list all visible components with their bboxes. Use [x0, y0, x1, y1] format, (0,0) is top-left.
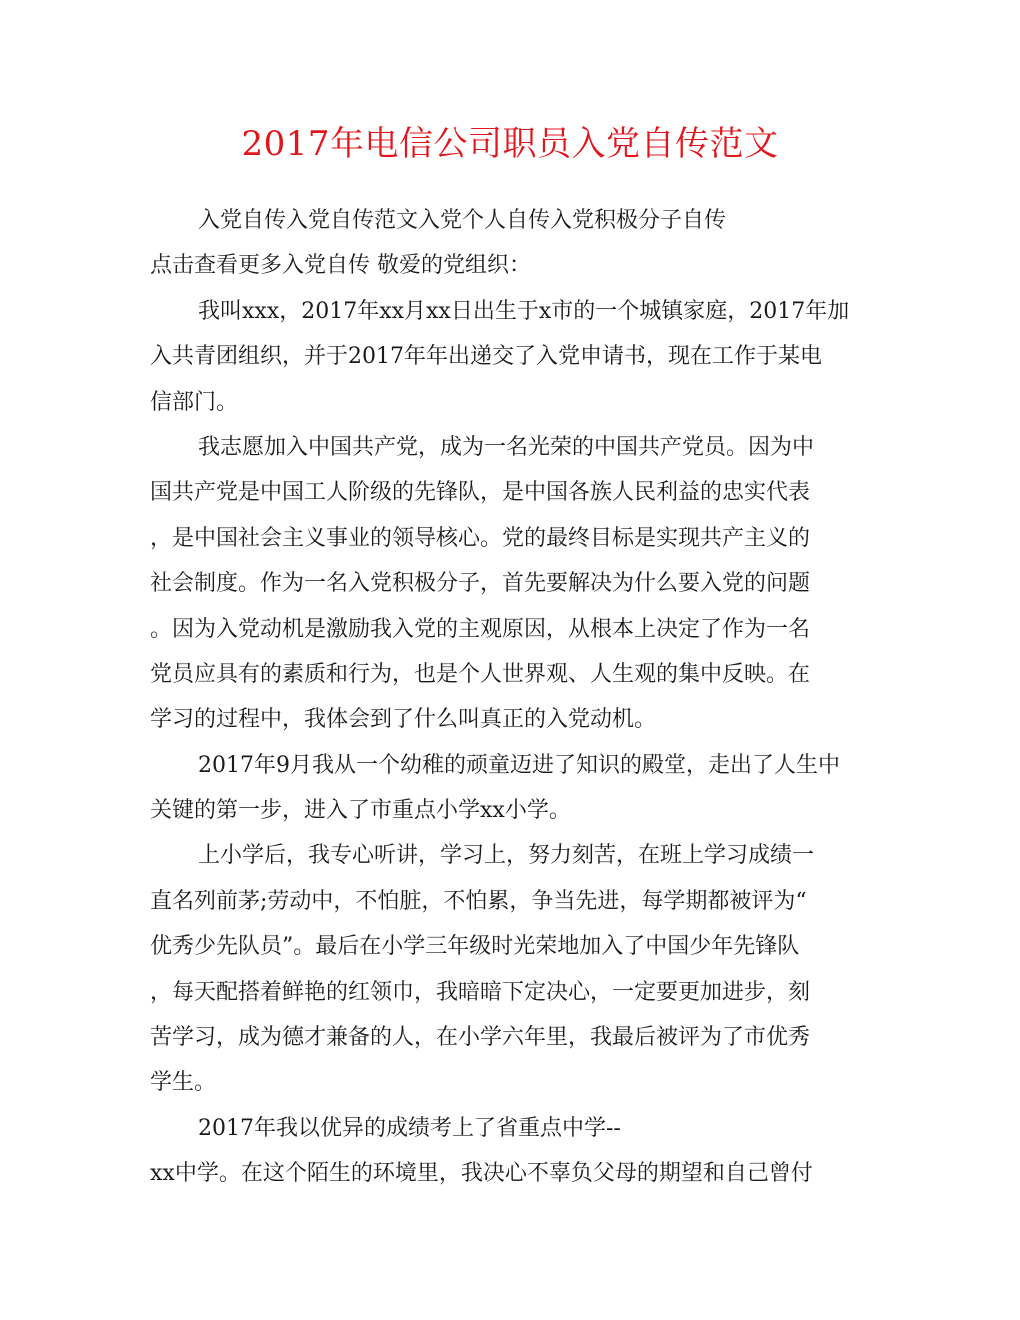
body-line: 学习的过程中，我体会到了什么叫真正的入党动机。 — [150, 707, 657, 733]
document-body — [150, 198, 870, 1197]
body-line: 2017年我以优异的成绩考上了省重点中学-- — [198, 1115, 621, 1141]
body-line: 关键的第一步，进入了市重点小学xx小学。 — [150, 798, 571, 824]
document-title: 2017年电信公司职员入党自传范文 — [241, 124, 779, 164]
body-line: 学生。 — [150, 1070, 217, 1096]
body-line: 社会制度。作为一名入党积极分子，首先要解决为什么要入党的问题 — [150, 571, 811, 597]
body-line: ，是中国社会主义事业的领导核心。党的最终目标是实现共产主义的 — [150, 525, 811, 551]
body-line: 信部门。 — [150, 389, 239, 415]
body-line: 入共青团组织，并于2017年年出递交了入党申请书，现在工作于某电 — [150, 344, 822, 370]
body-line: 我志愿加入中国共产党，成为一名光荣的中国共产党员。因为中 — [198, 434, 815, 460]
body-line: 直名列前茅;劳动中，不怕脏，不怕累，争当先进，每学期都被评为“ — [150, 888, 807, 914]
body-line: 党员应具有的素质和行为，也是个人世界观、人生观的集中反映。在 — [150, 661, 811, 687]
body-line: 。因为入党动机是激励我入党的主观原因，从根本上决定了作为一名 — [150, 616, 811, 642]
body-line: 点击查看更多入党自传 敬爱的党组织： — [150, 253, 531, 279]
body-line: 2017年9月我从一个幼稚的顽童迈进了知识的殿堂，走出了人生中 — [198, 752, 840, 778]
body-line: xx中学。在这个陌生的环境里，我决心不辜负父母的期望和自己曾付 — [150, 1161, 813, 1187]
body-line: ，每天配搭着鲜艳的红领巾，我暗暗下定决心，一定要更加进步，刻 — [150, 979, 811, 1005]
body-line: 我叫xxx，2017年xx月xx日出生于x市的一个城镇家庭，2017年加 — [198, 298, 850, 324]
body-line: 国共产党是中国工人阶级的先锋队，是中国各族人民利益的忠实代表 — [150, 480, 811, 506]
body-line: 上小学后，我专心听讲，学习上，努力刻苦，在班上学习成绩一 — [198, 843, 815, 869]
body-line: 苦学习，成为德才兼备的人，在小学六年里，我最后被评为了市优秀 — [150, 1025, 811, 1051]
body-line: 入党自传入党自传范文入党个人自传入党积极分子自传 — [198, 208, 727, 233]
body-line: 优秀少先队员”。最后在小学三年级时光荣地加入了中国少年先锋队 — [150, 934, 800, 960]
